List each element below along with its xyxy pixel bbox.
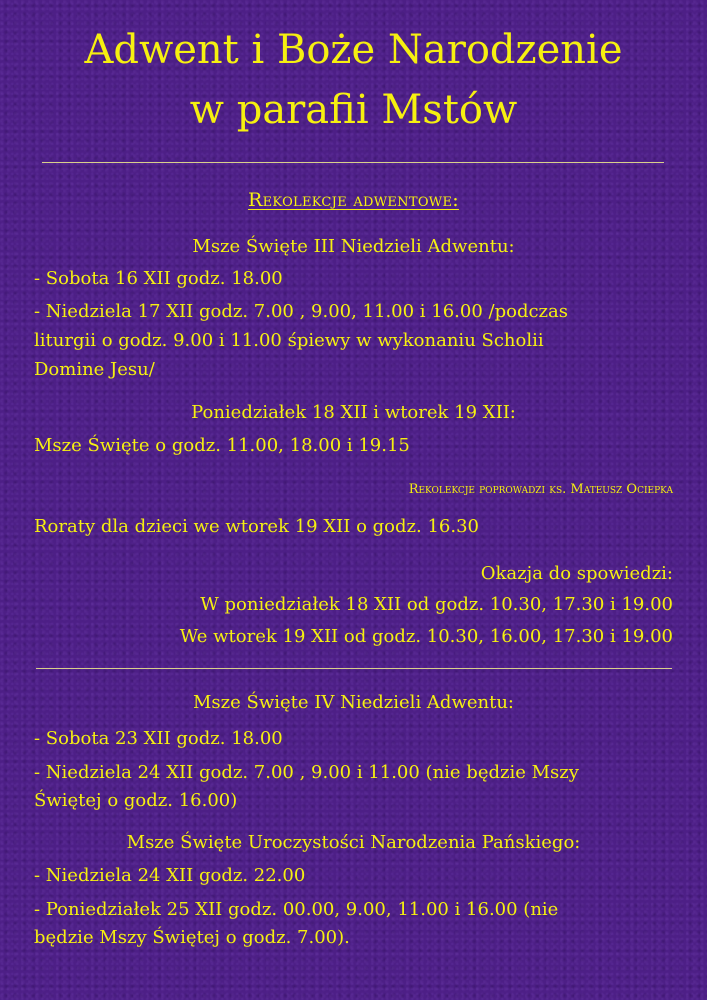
christmas-heading: Msze Święte Uroczystości Narodzenia Pańskiego: [126,832,581,853]
christmas-eve: - Niedziela 24 XII godz. 22.00 [34,865,306,886]
retreat-heading: Rekolekcje adwentowe: [248,189,459,211]
middle-divider [36,668,672,669]
page-title-line-1: Adwent i Boże Narodzenie [84,27,623,73]
christmas-day-line-1: - Poniedziałek 25 XII godz. 00.00, 9.00, 11.00 i 16.00 (nie [34,899,559,920]
advent3-sunday-line-1: - Niedziela 17 XII godz. 7.00 , 9.00, 11.00 i 16.00 /podczas [34,301,569,322]
advent4-heading: Msze Święte IV Niedzieli Adwentu: [193,692,514,713]
confession-heading: Okazja do spowiedzi: [480,563,673,584]
retreat-leader: Rekolekcje poprowadzi ks. Mateusz Ociepka [408,482,673,497]
advent4-sunday-line-1: - Niedziela 24 XII godz. 7.00 , 9.00 i 11.00 (nie będzie Mszy [34,762,579,783]
advent3-sunday-line-2: liturgii o godz. 9.00 i 11.00 śpiewy w wykonaniu Scholii [34,330,544,351]
weekday-heading: Poniedziałek 18 XII i wtorek 19 XII: [191,402,516,423]
christmas-day-line-2: będzie Mszy Świętej o godz. 7.00). [34,927,350,948]
roraty-info: Roraty dla dzieci we wtorek 19 XII o godz. 16.30 [34,516,479,537]
advent3-sunday-line-3: Domine Jesu/ [34,359,155,380]
advent4-saturday: - Sobota 23 XII godz. 18.00 [34,728,283,749]
advent4-sunday-line-2: Świętej o godz. 16.00) [34,790,238,811]
confession-monday: W poniedziałek 18 XII od godz. 10.30, 17.30 i 19.00 [200,594,673,615]
advent3-heading: Msze Święte III Niedzieli Adwentu: [192,236,515,257]
confession-tuesday: We wtorek 19 XII od godz. 10.30, 16.00, 17.30 i 19.00 [179,626,673,647]
top-divider [42,162,664,163]
advent3-saturday: - Sobota 16 XII godz. 18.00 [34,268,283,289]
page-title-line-2: w parafii Mstów [189,87,518,133]
weekday-masses: Msze Święte o godz. 11.00, 18.00 i 19.15 [34,435,410,456]
